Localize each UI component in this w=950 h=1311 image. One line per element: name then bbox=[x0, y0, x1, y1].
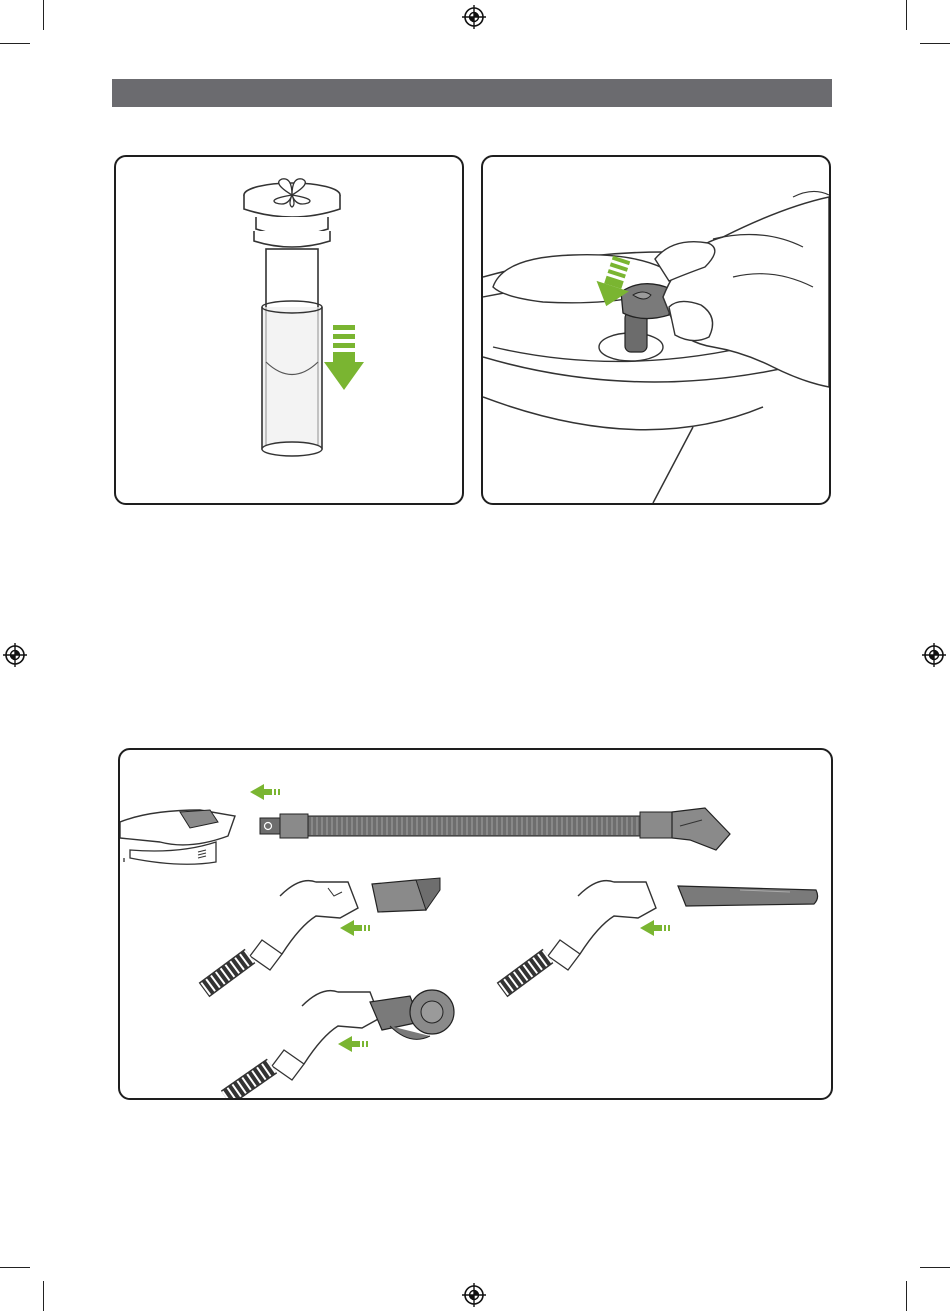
crop-mark-tr-h bbox=[920, 43, 950, 44]
hose-corrugation bbox=[308, 816, 640, 836]
hose-accessories-figure bbox=[118, 748, 833, 1100]
filter-install-hand-figure bbox=[481, 155, 831, 505]
wide-brush-attachment bbox=[372, 878, 440, 912]
hose-handle-nozzle-b bbox=[502, 881, 656, 990]
left-arrow-icon bbox=[250, 784, 280, 800]
turbo-brush-attachment bbox=[370, 990, 454, 1039]
crop-mark-tl-h bbox=[0, 43, 30, 44]
crop-mark-tl-v bbox=[43, 0, 44, 30]
crop-mark-br-h bbox=[920, 1267, 950, 1268]
left-arrow-icon bbox=[340, 920, 370, 936]
registration-mark-icon bbox=[461, 4, 487, 30]
crevice-tool-attachment bbox=[678, 886, 818, 906]
crop-mark-tr-v bbox=[906, 0, 907, 30]
registration-mark-icon bbox=[2, 642, 28, 668]
section-header-bar bbox=[112, 79, 832, 107]
crop-mark-bl-v bbox=[43, 1281, 44, 1311]
filter-insert-figure bbox=[114, 155, 464, 505]
left-arrow-icon bbox=[338, 1036, 368, 1052]
left-arrow-icon bbox=[640, 920, 670, 936]
crop-mark-br-v bbox=[906, 1281, 907, 1311]
crop-mark-bl-h bbox=[0, 1267, 30, 1268]
registration-mark-icon bbox=[461, 1282, 487, 1308]
down-arrow-icon bbox=[324, 325, 364, 390]
registration-mark-icon bbox=[921, 642, 947, 668]
hose-handle-nozzle-a bbox=[204, 881, 358, 990]
